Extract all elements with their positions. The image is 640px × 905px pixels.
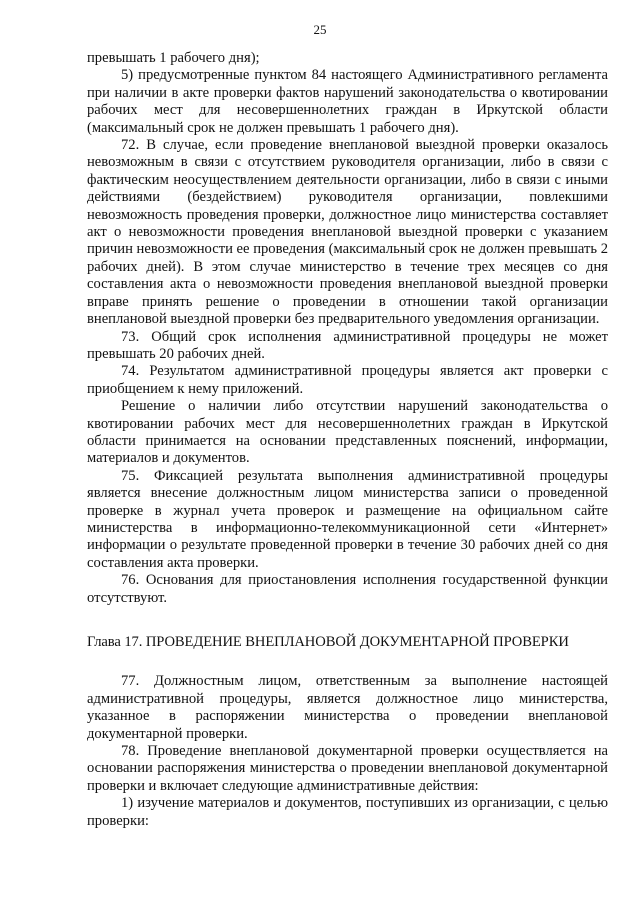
paragraph-continuation: превышать 1 рабочего дня); xyxy=(87,50,260,66)
paragraph-74: 74. Результатом административной процедуры является акт проверки с приобщением к нему приложений. xyxy=(87,363,608,397)
paragraph-77: 77. Должностным лицом, ответственным за выполнение настоящей административной процедуры, является должностное лицо министерства, указанное в распоряжении министерства о проведении внеплановой документарной проверки. xyxy=(87,673,608,742)
paragraph-decision: Решение о наличии либо отсутствии нарушений законодательства о квотировании рабочих мест для несовершеннолетних граждан в Иркутской области принимается на основании представленных пояснений, информации, материалов и документов. xyxy=(87,398,608,467)
paragraph-78: 78. Проведение внеплановой документарной проверки осуществляется на основании распоряжения министерства о проведении внеплановой документарной проверки и включает следующие административные действия: xyxy=(87,743,608,794)
paragraph-78-item-1: 1) изучение материалов и документов, поступивших из организации, с целью проверки: xyxy=(87,795,608,829)
document-body xyxy=(87,50,608,830)
chapter-title: Глава 17. ПРОВЕДЕНИЕ ВНЕПЛАНОВОЙ ДОКУМЕНТАРНОЙ ПРОВЕРКИ xyxy=(87,634,569,650)
paragraph-item-5: 5) предусмотренные пунктом 84 настоящего Административного регламента при наличии в акте проверки фактов нарушений законодательства о квотировании рабочих мест для несовершеннолетних граждан в Иркутской области (максимальный срок не должен превышать 1 рабочего дня). xyxy=(87,67,608,136)
paragraph-75: 75. Фиксацией результата выполнения административной процедуры является внесение должностным лицом министерства записи о проведенной проверке в журнал учета проверок и размещение на официальном сайте министерства в информационно-телекоммуникационной сети «Интернет» информации о результате проведенной проверки в течение 30 рабочих дней со дня составления акта проверки. xyxy=(87,467,608,571)
paragraph-72: 72. В случае, если проведение внеплановой выездной проверки оказалось невозможным в связи с отсутствием руководителя организации, либо в связи с фактическим неосуществлением деятельности организации, либо в связи с иными действиями (бездействием) руководителя организации, повлекшими невозможность проведения проверки, должностное лицо министерства составляет акт о невозможности проведения внеплановой выездной проверки с указанием причин невозможности ее проведения (максимальный срок не должен превышать 2 рабочих дней). В этом случае министерство в течение трех месяцев со дня составления акта о невозможности проведения внеплановой выездной проверки вправе принять решение о проведении в отношении такой организации внеплановой выездной проверки без предварительного уведомления организации. xyxy=(87,137,608,328)
paragraph-73: 73. Общий срок исполнения административной процедуры не может превышать 20 рабочих дней. xyxy=(87,328,608,362)
page-number: 25 xyxy=(313,22,327,37)
paragraph-76: 76. Основания для приостановления исполнения государственной функции отсутствуют. xyxy=(87,572,608,606)
